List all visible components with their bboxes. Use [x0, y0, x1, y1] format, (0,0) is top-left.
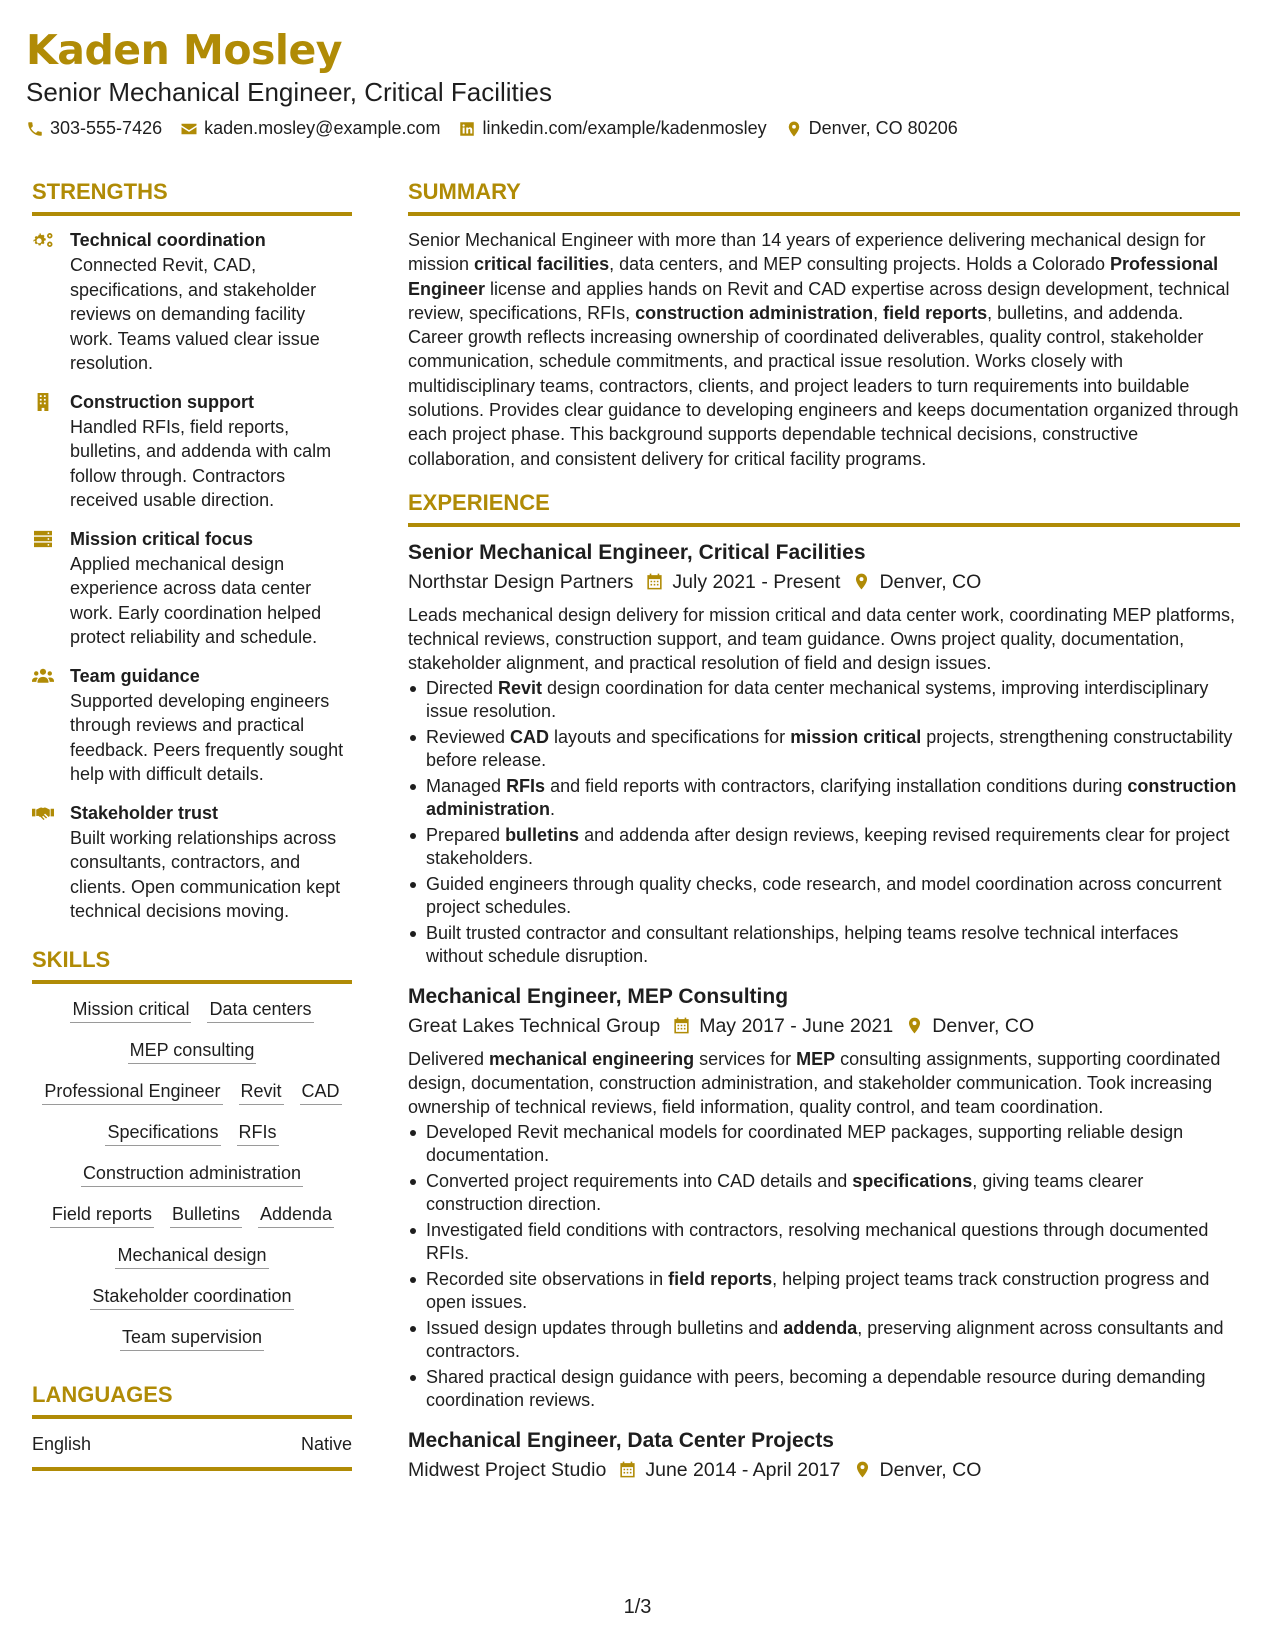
strength-title: Stakeholder trust — [70, 802, 219, 823]
job-dates: May 2017 - June 2021 — [699, 1014, 894, 1037]
job-dates: June 2014 - April 2017 — [645, 1458, 841, 1481]
text-run: . — [550, 799, 556, 820]
skill-tag: RFIs — [237, 1119, 279, 1146]
text-run: design coordination for data center mechanical systems, improving interdisciplinary issue resolution. — [426, 677, 1209, 722]
contact-text: 303-555-7426 — [50, 118, 163, 138]
calendar-icon — [672, 1016, 691, 1035]
bullet-item — [408, 677, 1240, 724]
map-pin-icon — [853, 1460, 872, 1479]
text-run: projects, strengthening constructability before release. — [426, 726, 1233, 771]
linkedin-icon — [458, 120, 476, 138]
skill-tag: Data centers — [207, 996, 313, 1023]
resume-header — [26, 24, 1246, 139]
bullet-item — [408, 1268, 1240, 1315]
text-run: layouts and specifications for — [549, 726, 791, 747]
bold-text: CAD — [510, 726, 550, 747]
skill-row — [120, 1324, 264, 1351]
bullet-item — [408, 775, 1240, 822]
bold-text: field reports — [668, 1268, 773, 1289]
job-description — [408, 1047, 1240, 1119]
strength-text: Connected Revit, CAD, specifications, and stakeholder reviews on demanding facility work. Teams valued clear issue resolution. — [70, 255, 320, 373]
strength-text: Supported developing engineers through reviews and practical feedback. Peers frequently sought help with difficult details. — [70, 690, 344, 784]
bullet-item — [408, 824, 1240, 871]
job-title: Senior Mechanical Engineer, Critical Facilities — [408, 540, 866, 564]
contact-bar — [26, 118, 1246, 139]
calendar-icon — [618, 1460, 637, 1479]
server-icon — [32, 530, 54, 548]
text-run: and field reports with contractors, clarifying installation conditions during — [545, 775, 1128, 796]
text-run: services for — [694, 1048, 797, 1069]
map-pin-icon — [852, 572, 871, 591]
skills-list — [32, 996, 352, 1351]
text-run: Recorded site observations in — [426, 1268, 669, 1289]
skill-tag: Mechanical design — [115, 1242, 268, 1269]
bold-text: Professional Engineer — [408, 254, 1219, 299]
bullet-item — [408, 1170, 1240, 1217]
contact-text: linkedin.com/example/kadenmosley — [482, 118, 767, 138]
strength-item — [32, 228, 352, 376]
contact-location — [785, 118, 958, 139]
text-run: Shared practical design guidance with peers, becoming a dependable resource during demanding coordination reviews. — [426, 1366, 1206, 1411]
job-meta — [408, 567, 1240, 597]
skill-tag: Stakeholder coordination — [90, 1283, 293, 1310]
text-run: Delivered — [408, 1048, 490, 1069]
skill-tag: MEP consulting — [128, 1037, 257, 1064]
strength-title: Team guidance — [70, 665, 200, 686]
bullet-item — [408, 1366, 1240, 1413]
text-run: Developed Revit mechanical models for coordinated MEP packages, supporting reliable design documentation. — [426, 1121, 1184, 1166]
skill-tag: Mission critical — [70, 996, 191, 1023]
skill-tag: Field reports — [50, 1201, 154, 1228]
text-run: , giving teams clearer construction direction. — [426, 1170, 1144, 1215]
summary-heading: SUMMARY — [408, 178, 1240, 216]
language-name: English — [32, 1433, 92, 1454]
contact-text: Denver, CO 80206 — [808, 118, 958, 138]
text-run: , — [873, 302, 884, 323]
job-title: Mechanical Engineer, MEP Consulting — [408, 984, 789, 1008]
bold-text: bulletins — [505, 824, 580, 845]
text-run: Leads mechanical design delivery for mission critical and data center work, coordinating MEP platforms, technical reviews, construction support, and team guidance. Owns project quality, documentation, stakeholder alignment, and practical resolution of field and design issues. — [408, 604, 1236, 673]
job-bullets — [408, 1121, 1240, 1413]
bullet-item — [408, 873, 1240, 920]
skill-row — [115, 1242, 268, 1269]
gears-icon — [32, 231, 54, 249]
job-entry — [408, 539, 1240, 969]
job-description — [408, 603, 1240, 675]
text-run: Senior Mechanical Engineer with more than 14 years of experience delivering mechanical design for mission — [408, 230, 1206, 275]
text-run: Converted project requirements into CAD details and — [426, 1170, 853, 1191]
text-run: Investigated field conditions with contractors, resolving mechanical questions through documented RFIs. — [426, 1219, 1209, 1264]
users-icon — [32, 667, 54, 685]
strength-title: Technical coordination — [70, 230, 266, 250]
strength-item — [32, 801, 352, 924]
bold-text: addenda — [783, 1317, 858, 1338]
text-run: , bulletins, and addenda. Career growth reflects increasing ownership of coordinated deliverables, quality control, stakeholder communication, schedule commitments, and practical issue resolution. Works closely with multidisciplinary teams, contractors, clients, and project leaders to turn requirements into buildable solutions. Provides clear guidance to developing engineers and keeps documentation organized through each project phase. This background supports dependable technical decisions, constructive collaboration, and consistent delivery for critical facility programs. — [408, 302, 1239, 469]
job-meta — [408, 1011, 1240, 1041]
skill-tag: Construction administration — [81, 1160, 303, 1187]
bold-text: critical facilities — [474, 254, 610, 275]
map-pin-icon — [785, 120, 803, 138]
text-run: and addenda after design reviews, keeping revised requirements clear for project stakeholders. — [426, 824, 1230, 869]
bullet-item — [408, 1219, 1240, 1266]
job-company: Northstar Design Partners — [408, 570, 634, 593]
job-bullets — [408, 677, 1240, 969]
page-number: 1/3 — [623, 1596, 652, 1618]
skill-row — [42, 1078, 341, 1105]
bold-text: mission critical — [790, 726, 922, 747]
text-run: consulting assignments, supporting coordinated design, documentation, construction administration, and stakeholder communication. Took increasing ownership of technical reviews, field information, quality control, and team coordination. — [408, 1048, 1221, 1117]
text-run: Guided engineers through quality checks, code research, and model coordination across concurrent project schedules. — [426, 873, 1222, 918]
strength-text: Handled RFIs, field reports, bulletins, and addenda with calm follow through. Contractors received usable direction. — [70, 416, 332, 510]
strength-item — [32, 664, 352, 787]
strength-text: Built working relationships across consultants, contractors, and clients. Open communication kept technical decisions moving. — [70, 827, 341, 921]
contact-email[interactable] — [180, 118, 440, 139]
skill-row — [50, 1201, 334, 1228]
bullet-item — [408, 726, 1240, 773]
languages-heading: LANGUAGES — [32, 1381, 352, 1419]
job-dates: July 2021 - Present — [672, 570, 841, 593]
job-company: Great Lakes Technical Group — [408, 1014, 661, 1037]
left-column — [32, 178, 352, 1471]
contact-phone[interactable] — [26, 118, 162, 139]
job-entry — [408, 983, 1240, 1413]
skill-tag: Addenda — [258, 1201, 334, 1228]
strengths-heading: STRENGTHS — [32, 178, 352, 216]
text-run: , data centers, and MEP consulting projects. Holds a Colorado — [609, 254, 1111, 275]
skill-tag: Revit — [239, 1078, 284, 1105]
phone-icon — [26, 120, 44, 138]
text-run: Reviewed — [426, 726, 511, 747]
skill-tag: Bulletins — [170, 1201, 242, 1228]
skill-tag: Specifications — [105, 1119, 220, 1146]
skill-row — [70, 996, 313, 1023]
job-company: Midwest Project Studio — [408, 1458, 607, 1481]
experience-list — [408, 539, 1240, 1485]
skill-tag: Professional Engineer — [42, 1078, 222, 1105]
job-location: Denver, CO — [932, 1014, 1035, 1037]
bold-text: specifications — [852, 1170, 973, 1191]
text-run: Managed — [426, 775, 507, 796]
handshake-icon — [32, 804, 54, 822]
bold-text: construction administration — [426, 775, 1237, 820]
candidate-title: Senior Mechanical Engineer, Critical Facilities — [26, 77, 553, 107]
job-entry — [408, 1427, 1240, 1485]
skill-row — [90, 1283, 293, 1310]
strength-title: Mission critical focus — [70, 528, 254, 549]
language-level: Native — [300, 1433, 352, 1454]
strength-text: Applied mechanical design experience across data center work. Early coordination helped protect reliability and schedule. — [70, 553, 322, 647]
bullet-item — [408, 1317, 1240, 1364]
text-run: Issued design updates through bulletins and — [426, 1317, 784, 1338]
map-pin-icon — [905, 1016, 924, 1035]
job-location: Denver, CO — [879, 1458, 982, 1481]
summary-text — [408, 228, 1240, 471]
job-meta — [408, 1455, 1240, 1485]
right-column — [408, 178, 1240, 1499]
strength-title: Construction support — [70, 391, 254, 412]
skill-tag: CAD — [300, 1078, 342, 1105]
language-row — [32, 1431, 352, 1471]
experience-heading: EXPERIENCE — [408, 489, 1240, 527]
job-location: Denver, CO — [879, 570, 982, 593]
bold-text: mechanical engineering — [489, 1048, 695, 1069]
bold-text: construction administration — [635, 302, 874, 323]
text-run: Built trusted contractor and consultant relationships, helping teams resolve technical interfaces without schedule disruption. — [426, 922, 1179, 967]
text-run: license and applies hands on Revit and CAD expertise across design development, technical review, specifications, RFIs, — [408, 278, 1230, 323]
text-run: Prepared — [426, 824, 506, 845]
skill-row — [81, 1160, 303, 1187]
bold-text: MEP — [796, 1048, 836, 1069]
candidate-name: Kaden Mosley — [26, 26, 343, 74]
strength-item — [32, 527, 352, 650]
skill-row — [128, 1037, 257, 1064]
skill-tag: Team supervision — [120, 1324, 264, 1351]
skills-heading: SKILLS — [32, 946, 352, 984]
strength-item — [32, 390, 352, 513]
text-run: Directed — [426, 677, 499, 698]
bold-text: Revit — [498, 677, 543, 698]
bullet-item — [408, 1121, 1240, 1168]
text-run: , helping project teams track construction progress and open issues. — [426, 1268, 1210, 1313]
bullet-item — [408, 922, 1240, 969]
contact-text: kaden.mosley@example.com — [204, 118, 441, 138]
bold-text: RFIs — [506, 775, 546, 796]
building-icon — [32, 393, 54, 411]
text-run: , preserving alignment across consultants and contractors. — [426, 1317, 1224, 1362]
envelope-icon — [180, 120, 198, 138]
job-title: Mechanical Engineer, Data Center Projects — [408, 1428, 834, 1452]
skill-row — [105, 1119, 278, 1146]
bold-text: field reports — [883, 302, 988, 323]
calendar-icon — [645, 572, 664, 591]
contact-linkedin[interactable] — [458, 118, 766, 139]
